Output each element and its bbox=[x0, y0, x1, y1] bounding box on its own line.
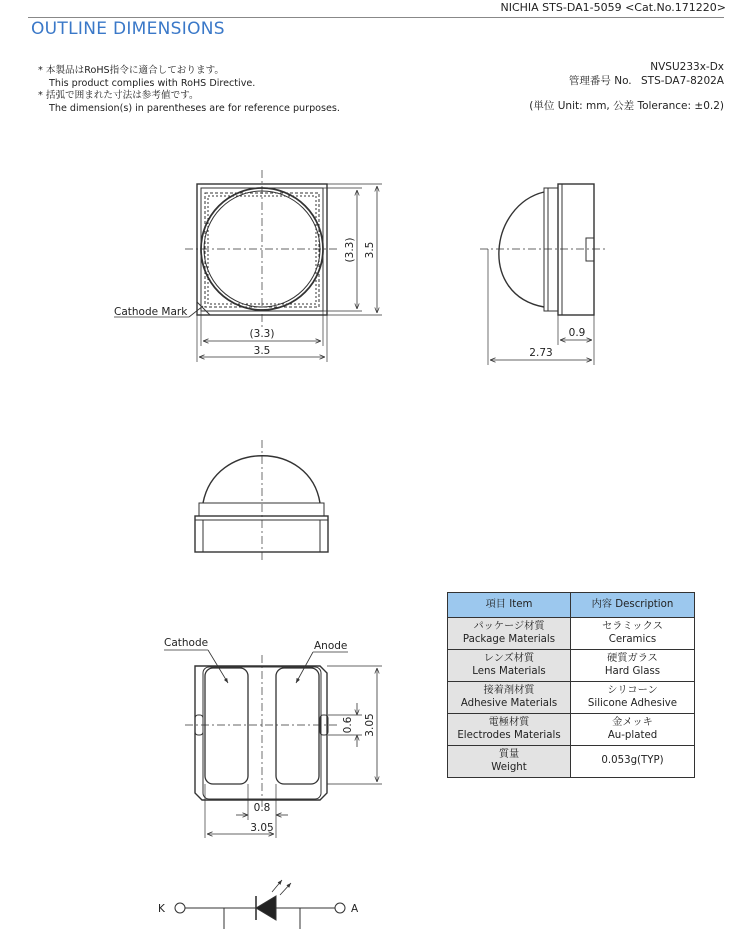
item-en: Adhesive Materials bbox=[460, 697, 558, 709]
unit-tolerance-note: (単位 Unit: mm, 公差 Tolerance: ±0.2) bbox=[529, 100, 724, 112]
side-view-base bbox=[558, 184, 594, 315]
bottom-view bbox=[164, 650, 382, 838]
item-cell bbox=[448, 682, 571, 714]
item-ja: 電極材質 bbox=[488, 717, 530, 728]
table-row bbox=[448, 746, 695, 778]
document-reference: NICHIA STS-DA1-5059 <Cat.No.171220> bbox=[500, 1, 726, 14]
desc-en: Au-plated bbox=[607, 729, 658, 741]
desc-ja: セラミックス bbox=[602, 621, 663, 632]
dim-bottom-outer-h: 3.05 bbox=[250, 822, 274, 834]
item-en: Lens Materials bbox=[472, 665, 546, 677]
front-view bbox=[195, 440, 328, 560]
front-view-base bbox=[195, 516, 328, 552]
anode-label: Anode bbox=[314, 640, 348, 652]
item-en: Weight bbox=[491, 761, 527, 773]
desc-cell bbox=[571, 746, 695, 778]
desc-cell bbox=[571, 682, 695, 714]
management-label: 管理番号 No. bbox=[568, 74, 632, 87]
side-view-electrode bbox=[586, 238, 594, 261]
a-label: A bbox=[351, 903, 359, 915]
anode-pad bbox=[276, 668, 319, 784]
materials-table bbox=[447, 592, 695, 778]
dim-top-outer-width: 3.5 bbox=[253, 345, 271, 357]
materials-header-row bbox=[448, 593, 695, 618]
dim-top-inner-height: (3.3) bbox=[344, 237, 356, 263]
note-reference-ja: * 括弧で囲まれた寸法は参考値です。 bbox=[38, 90, 199, 101]
page-title: OUTLINE DIMENSIONS bbox=[31, 19, 225, 39]
dim-side-base: 0.9 bbox=[568, 327, 586, 339]
desc-cell bbox=[571, 618, 695, 650]
desc-ja: シリコーン bbox=[607, 685, 658, 696]
item-cell bbox=[448, 618, 571, 650]
desc-cell bbox=[571, 714, 695, 746]
side-view-flange bbox=[544, 188, 558, 311]
desc-cell bbox=[571, 650, 695, 682]
note-rohs-en: This product complies with RoHS Directive. bbox=[49, 77, 256, 89]
table-row bbox=[448, 618, 695, 650]
dim-bottom-outer-v: 3.05 bbox=[364, 713, 376, 737]
front-view-lens bbox=[203, 456, 320, 503]
materials-header-desc: 内容 Description bbox=[571, 593, 695, 618]
dim-bottom-gap: 0.8 bbox=[253, 802, 271, 814]
k-terminal bbox=[175, 903, 185, 913]
side-view bbox=[480, 184, 606, 365]
dim-bottom-notch: 0.6 bbox=[342, 716, 354, 734]
cathode-pad bbox=[205, 668, 248, 784]
top-view bbox=[114, 170, 382, 362]
desc-ja: 金メッキ bbox=[612, 717, 653, 728]
dim-side-total: 2.73 bbox=[529, 347, 553, 359]
desc-en: Hard Glass bbox=[604, 665, 661, 677]
item-ja: 質量 bbox=[498, 749, 520, 760]
item-cell bbox=[448, 746, 571, 778]
item-en: Package Materials bbox=[462, 633, 556, 645]
item-ja: パッケージ材質 bbox=[473, 621, 545, 632]
item-ja: レンズ材質 bbox=[483, 653, 535, 664]
note-rohs-ja: * 本製品はRoHS指令に適合しております。 bbox=[38, 65, 224, 76]
cathode-label: Cathode bbox=[164, 637, 209, 649]
dim-top-outer-height: 3.5 bbox=[364, 241, 376, 259]
dim-top-inner-width: (3.3) bbox=[249, 328, 275, 340]
item-en: Electrodes Materials bbox=[457, 729, 561, 741]
item-ja: 接着剤材質 bbox=[483, 685, 535, 696]
table-row bbox=[448, 714, 695, 746]
item-cell bbox=[448, 714, 571, 746]
diode-triangle bbox=[256, 896, 276, 920]
cathode-mark-label: Cathode Mark bbox=[114, 306, 188, 318]
management-value: STS-DA7-8202A bbox=[641, 74, 724, 87]
k-label: K bbox=[158, 903, 165, 915]
desc-ja: 硬質ガラス bbox=[607, 653, 658, 664]
desc-en: Silicone Adhesive bbox=[587, 697, 678, 709]
front-view-flange bbox=[199, 503, 324, 516]
bottom-view-outline bbox=[195, 666, 327, 800]
materials-header-item: 項目 Item bbox=[448, 593, 571, 618]
part-model: NVSU233x-Dx bbox=[650, 61, 724, 73]
item-cell bbox=[448, 650, 571, 682]
diode-symbol bbox=[175, 880, 345, 929]
table-row bbox=[448, 682, 695, 714]
table-row bbox=[448, 650, 695, 682]
desc-en: 0.053g(TYP) bbox=[601, 755, 664, 767]
desc-en: Ceramics bbox=[608, 633, 657, 645]
note-reference-en: The dimension(s) in parentheses are for reference purposes. bbox=[49, 102, 340, 114]
side-view-lens bbox=[499, 192, 544, 307]
a-terminal bbox=[335, 903, 345, 913]
